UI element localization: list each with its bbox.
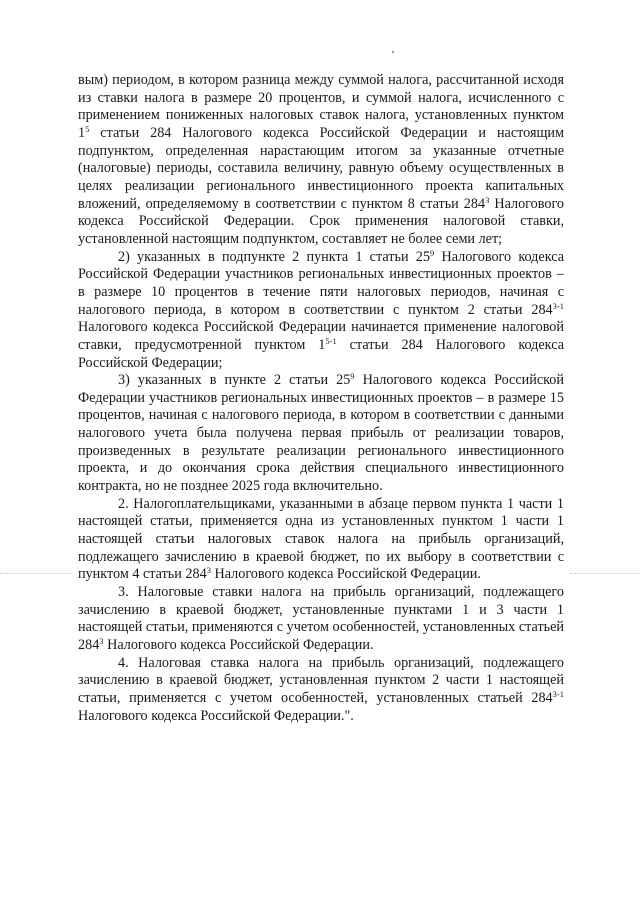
paragraph-text: Налогового кодекса Российской Федерации.". <box>78 707 354 724</box>
paragraph <box>78 584 564 655</box>
superscript: 9 <box>350 371 355 382</box>
superscript: 5-1 <box>325 335 337 346</box>
superscript: 9 <box>429 247 435 258</box>
superscript: 3-1 <box>552 300 564 311</box>
superscript: 3 <box>99 636 104 646</box>
paragraph-text: Налогового кодекса Российской Федерации участников региональных инвестиционных проектов – в размере 10 процентов в течение пяти налоговых периодов, начиная с налогового периода, в котором в соответствии с пунктом 2 статьи 284 <box>78 248 564 318</box>
paragraph-text: 3. Налоговые ставки налога на прибыль организаций, подлежащего зачислению в краевой бюджет, установленные пунктами 1 и 3 части 1 настоящей статьи, применяются с учетом особенностей, установленных статьей 284 <box>78 584 564 653</box>
scan-dotted-mark-left <box>0 573 72 574</box>
paragraph-text: Налогового кодекса Российской Федерации. <box>210 566 481 583</box>
document-body <box>78 72 564 725</box>
paragraph <box>78 249 564 373</box>
superscript: 5 <box>85 123 90 134</box>
paragraph-text: 3) указанных в пункте 2 статьи 25 <box>118 372 351 389</box>
paragraph <box>78 496 564 584</box>
paragraph-text: статьи 284 Налогового кодекса Российской Федерации; <box>78 336 564 371</box>
paragraph-text: статьи 284 Налогового кодекса Российской Федерации и настоящим подпунктом, определенная нарастающим итогом за указанные отчетные (налоговые) периоды, составила величину, равную объему осуществленных в целях реализации регионального инвестиционного проекта капитальных вложений, определяемому в соответствии с пунктом 8 статьи 284 <box>78 124 564 212</box>
superscript: 3-1 <box>552 688 564 699</box>
paragraph <box>78 372 564 496</box>
paragraph-text: 4. Налоговая ставка налога на прибыль организаций, подлежащего зачислению в краевой бюджет, установленная пунктом 2 части 1 настоящей статьи, применяется с учетом особенностей, установленных статьей 284 <box>78 654 564 706</box>
paragraph-text: Налогового кодекса Российской Федерации участников региональных инвестиционных проектов – в размере 15 процентов, начиная с налогового периода, в котором в соответствии с данными налогового учета была получена первая прибыль от реализации товаров, произведенных в результате реализации регионального инвестиционного проекта, и до окончания срока действия специального инвестиционного контракта, но не позднее 2025 года включительно. <box>78 372 564 495</box>
scan-dotted-mark-right <box>570 573 640 574</box>
superscript: 3 <box>206 565 211 576</box>
paragraph-text: Налогового кодекса Российской Федерации начинается применение налоговой ставки, предусмотренной пунктом 1 <box>78 319 564 353</box>
paragraph-text: Налогового кодекса Российской Федерации. <box>103 637 374 653</box>
paragraph-text: 2. Налогоплательщиками, указанными в абзаце первом пункта 1 части 1 настоящей статьи, применяется одна из установленных пунктом 1 части 1 настоящей статьи налоговых ставок налога на прибыль организаций, подлежащего зачислению в краевой бюджет, по их выбору в соответствии с пунктом 4 статьи 284 <box>78 495 564 583</box>
paragraph-text: Налогового кодекса Российской Федерации. Срок применения налоговой ставки, установленной настоящим подпунктом, составляет не более семи лет; <box>78 195 564 247</box>
superscript: 3 <box>485 194 490 205</box>
paragraph-text: вым) периодом, в котором разница между суммой налога, рассчитанной исходя из ставки налога в размере 20 процентов, и суммой налога, исчисленного с применением пониженных налоговых ставок налога, установленных пунктом 1 <box>78 72 564 141</box>
paragraph <box>78 655 564 726</box>
paragraph <box>78 72 564 249</box>
paragraph-text: 2) указанных в подпункте 2 пункта 1 статьи 25 <box>118 248 430 265</box>
scan-speck <box>392 51 394 53</box>
